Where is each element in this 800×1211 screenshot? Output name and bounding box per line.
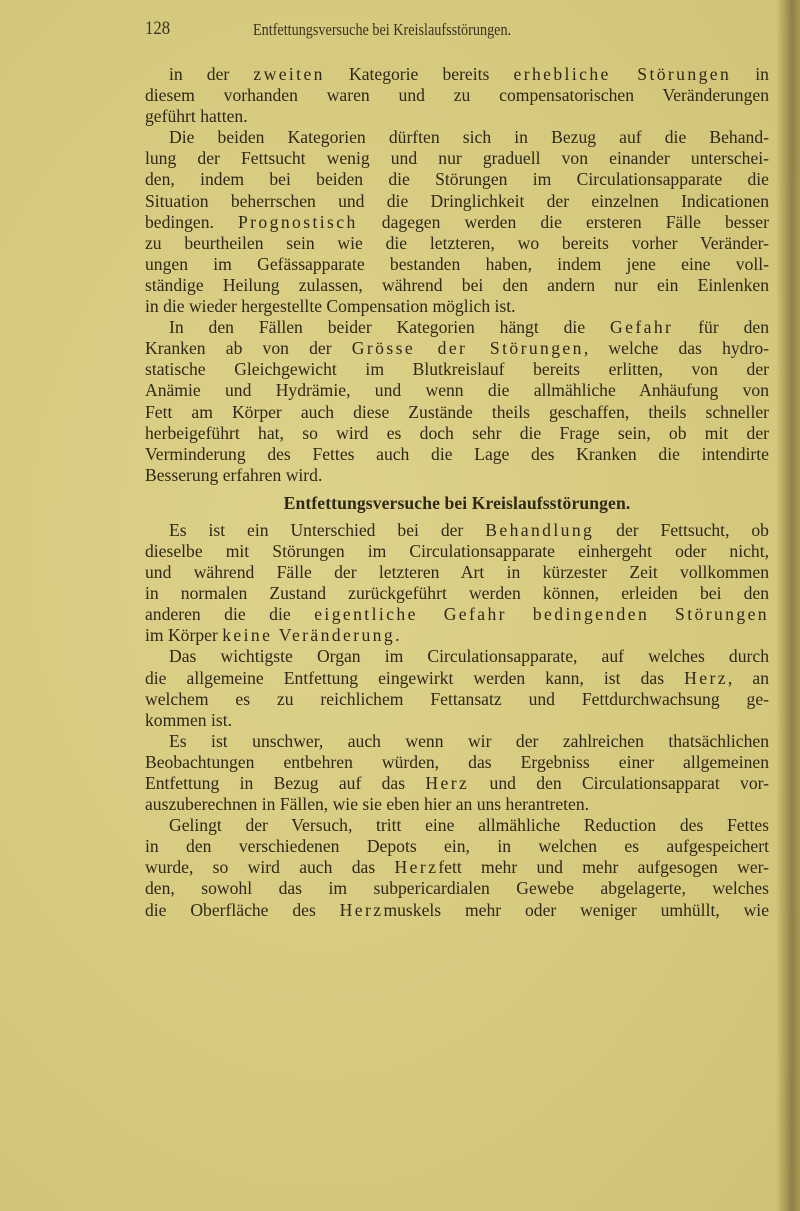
body-text — [145, 64, 769, 921]
text-line: die allgemeine Entfettung eingewirkt werden kann, ist das Herz, an — [145, 667, 769, 688]
text-line: Verminderung des Fettes auch die Lage des Kranken die intendirte — [145, 443, 769, 464]
text-line: im Körper keine Veränderung. — [145, 625, 400, 646]
text-line: Fett am Körper auch diese Zustände theils geschaffen, theils schneller — [145, 401, 769, 422]
text-line: wurde, so wird auch das Herzfett mehr und mehr aufgesogen wer- — [145, 857, 769, 878]
spaced-emphasis: Herz — [339, 899, 384, 920]
paragraph — [145, 317, 769, 486]
spaced-emphasis: zweiten — [253, 64, 325, 84]
text-line: herbeigeführt hat, so wird es doch sehr die Frage sein, ob mit der — [145, 422, 769, 443]
section-heading: Entfettungsversuche bei Kreislaufsstörungen. — [283, 492, 631, 513]
spaced-emphasis: Gefahr — [610, 317, 674, 338]
text-line: in den verschiedenen Depots ein, in welchen es aufgespeichert — [145, 836, 769, 857]
text-line: in die wieder hergestellte Compensation möglich ist. — [145, 296, 516, 317]
text-line: die Oberfläche des Herzmuskels mehr oder weniger umhüllt, wie — [145, 899, 769, 920]
spaced-emphasis: Behandlung — [485, 519, 595, 540]
spaced-emphasis: erhebliche Störungen — [513, 64, 732, 84]
text-line: Gelingt der Versuch, tritt eine allmähliche Reduction des Fettes — [169, 815, 769, 836]
paragraph — [145, 815, 769, 920]
text-line: Besserung erfahren wird. — [145, 464, 323, 485]
text-line: welchem es zu reichlichem Fettansatz und Fettdurchwachsung ge- — [145, 688, 769, 709]
spaced-emphasis: keine Veränderung — [222, 625, 396, 646]
running-head — [145, 18, 768, 42]
text-line: kommen ist. — [145, 709, 232, 730]
text-line: diesem vorhanden waren und zu compensatorischen Veränderungen — [145, 85, 769, 106]
paragraph — [145, 127, 769, 317]
text-line: Kranken ab von der Grösse der Störungen, welche das hydro- — [145, 338, 769, 359]
text-line: Es ist unschwer, auch wenn wir der zahlreichen thatsächlichen — [169, 730, 769, 751]
text-line: Die beiden Kategorien dürften sich in Bezug auf die Behand- — [169, 127, 769, 148]
text-line: dieselbe mit Störungen im Circulationsapparate einhergeht oder nicht, — [145, 540, 769, 561]
text-line: den, sowohl das im subpericardialen Gewebe abgelagerte, welches — [145, 878, 769, 899]
text-line: statische Gleichgewicht im Blutkreislauf bereits erlitten, von der — [145, 359, 769, 380]
text-line: ungen im Gefässapparate bestanden haben, indem jene eine voll- — [145, 253, 769, 274]
spaced-emphasis: eigentliche Gefahr bedingenden Störungen — [314, 604, 769, 625]
text-line: den, indem bei beiden die Störungen im Circulationsapparate die — [145, 169, 769, 190]
text-line: zu beurtheilen sein wie die letzteren, wo bereits vorher Veränder- — [145, 232, 769, 253]
running-title: Entfettungsversuche bei Kreislaufsstörungen. — [253, 20, 512, 39]
spaced-emphasis: Gefahr — [443, 604, 507, 625]
paragraph — [145, 731, 769, 815]
paragraph — [145, 520, 769, 647]
text-line: ständige Heilung zulassen, während bei den andern nur ein Einlenken — [145, 274, 769, 295]
text-line: geführt hatten. — [145, 106, 248, 127]
text-line: anderen die die eigentliche Gefahr bedingenden Störungen — [145, 604, 769, 625]
text-line: und während Fälle der letzteren Art in kürzester Zeit vollkommen — [145, 562, 769, 583]
text-line: Es ist ein Unterschied bei der Behandlung der Fettsucht, ob — [169, 519, 769, 540]
text-line: Beobachtungen entbehren würden, das Ergebniss einer allgemeinen — [145, 751, 769, 772]
text-line: in der zweiten Kategorie bereits erhebliche Störungen in — [169, 64, 769, 84]
text-line: Anämie und Hydrämie, und wenn die allmähliche Anhäufung von — [145, 380, 769, 401]
page-number: 128 — [145, 18, 171, 39]
spaced-emphasis: Prognostisch — [237, 211, 358, 232]
text-line: lung der Fettsucht wenig und nur graduell von einander unterschei- — [145, 148, 769, 169]
spaced-emphasis: Herz — [425, 773, 470, 793]
text-line: In den Fällen beider Kategorien hängt die Gefahr für den — [169, 317, 769, 338]
text-line: Entfettung in Bezug auf das Herz und den Circulationsapparat vor- — [145, 773, 769, 793]
paragraph — [145, 64, 769, 127]
spaced-emphasis: Grösse der Störungen — [351, 338, 584, 359]
text-line: Situation beherrschen und die Dringlichkeit der einzelnen Indicationen — [145, 190, 769, 211]
text-line: Das wichtigste Organ im Circulationsapparate, auf welches durch — [169, 646, 769, 667]
text-line: bedingen. Prognostisch dagegen werden die ersteren Fälle besser — [145, 211, 769, 232]
spaced-emphasis: Herz — [684, 667, 728, 688]
text-line: in normalen Zustand zurückgeführt werden können, erleiden bei den — [145, 583, 769, 604]
paragraph — [145, 646, 769, 730]
spaced-emphasis: Herz — [394, 857, 439, 878]
text-line: auszuberechnen in Fällen, wie sie eben hier an uns herantreten. — [145, 794, 590, 815]
